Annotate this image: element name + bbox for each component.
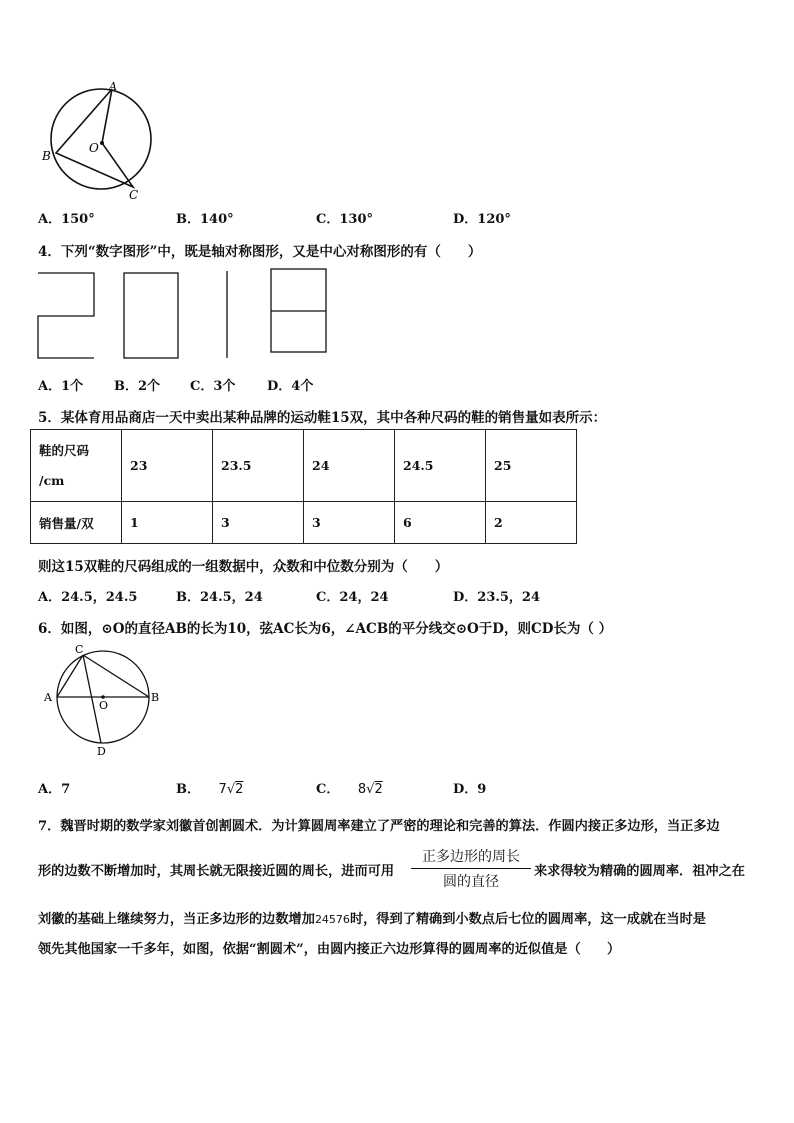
- q4-digit-figures: [36, 266, 332, 360]
- q4-option-c: C．3个: [190, 379, 236, 394]
- q6-label-d: D: [97, 745, 106, 758]
- q5-size-cell: 24: [304, 430, 395, 502]
- q6-option-d: D．9: [453, 782, 487, 797]
- q5-question-text: 5．某体育用品商店一天中卖出某种品牌的运动鞋15双，其中各种尺码的鞋的销售量如表所示：: [38, 410, 607, 426]
- q3-option-a: A．150°: [38, 212, 95, 227]
- q5-size-cell: 24.5: [395, 430, 486, 502]
- q5-count-row: [31, 502, 577, 544]
- q3-label-c: C: [129, 188, 139, 200]
- q3-option-c: C．130°: [316, 212, 373, 227]
- q5-option-c: C．24，24: [316, 590, 389, 605]
- q5-count-cell: 3: [213, 502, 304, 544]
- q5-size-cell: 23: [122, 430, 213, 502]
- q4-digit-2: [38, 273, 94, 358]
- q7-fraction: [411, 846, 531, 891]
- q6-label-b: B: [151, 691, 160, 704]
- q5-option-a: A．24.5，24.5: [38, 590, 138, 605]
- q3-chords: [56, 89, 133, 187]
- q5-size-cell: 23.5: [213, 430, 304, 502]
- q3-circle: [51, 89, 151, 189]
- q6-option-c-radical: 8√2: [357, 782, 383, 797]
- q4-option-d: D．4个: [267, 379, 314, 394]
- q3-circle-figure: [38, 78, 158, 200]
- q6-label-o: O: [99, 699, 109, 712]
- q3-center-dot: [100, 141, 104, 145]
- q7-polygon-sides: 24576: [314, 913, 350, 926]
- q6-option-c: C． 8√2: [316, 782, 383, 797]
- q7-fraction-numerator: 正多边形的周长: [411, 846, 531, 869]
- q5-followup-text: 则这15双鞋的尺码组成的一组数据中，众数和中位数分别为（ ）: [38, 559, 449, 575]
- q5-size-header: 鞋的尺码 /cm: [31, 430, 122, 502]
- q6-option-b-radical: 7√2: [218, 782, 244, 797]
- q6-chord-cb: [83, 655, 149, 697]
- q6-question-text: 6．如图，⊙O的直径AB的长为10，弦AC长为6，∠ACB的平分线交⊙O于D，则CD长为（ ）: [38, 621, 613, 637]
- q5-shoe-table: [30, 429, 577, 544]
- q7-fraction-denominator: 圆的直径: [443, 874, 499, 890]
- q7-line-2-before: 形的边数不断增加时，其周长就无限接近圆的周长，进而可用: [38, 864, 395, 879]
- q5-count-cell: 2: [486, 502, 577, 544]
- q4-digit-0: [124, 273, 178, 358]
- q6-circle-figure: [40, 642, 170, 760]
- q5-count-cell: 1: [122, 502, 213, 544]
- q7-line-4: 领先其他国家一千多年，如图，依据“割圆术”，由圆内接正六边形算得的圆周率的近似值是（ ）: [38, 942, 621, 957]
- q6-option-b: B． 7√2: [176, 782, 244, 797]
- q7-line-2-after: 来求得较为精确的圆周率．祖冲之在: [534, 864, 745, 879]
- q5-option-d: D．23.5，24: [453, 590, 541, 605]
- q6-chord-ac: [57, 655, 83, 697]
- q6-label-a: A: [44, 691, 52, 704]
- q5-option-b: B．24.5，24: [176, 590, 263, 605]
- q6-label-c: C: [75, 643, 84, 656]
- q3-option-d: D．120°: [453, 212, 511, 227]
- q5-size-cell: 25: [486, 430, 577, 502]
- q5-count-cell: 6: [395, 502, 486, 544]
- q5-count-header: 销售量/双: [31, 502, 122, 544]
- q7-line-3: 刘徽的基础上继续努力，当正多边形的边数增加24576时，得到了精确到小数点后七位的圆周率，这一成就在当时是: [38, 912, 706, 927]
- q3-label-b: B: [42, 149, 51, 163]
- q5-count-cell: 3: [304, 502, 395, 544]
- q6-option-a: A．7: [38, 782, 71, 797]
- q3-label-o: O: [89, 141, 99, 155]
- q4-question-text: 4．下列“数字图形”中，既是轴对称图形，又是中心对称图形的有（ ）: [38, 244, 482, 260]
- q4-option-b: B．2个: [114, 379, 161, 394]
- q5-size-row: [31, 430, 577, 502]
- q7-line-1: 7．魏晋时期的数学家刘徽首创割圆术．为计算圆周率建立了严密的理论和完善的算法．作圆内接正多边形，当正多边: [38, 819, 720, 834]
- q3-option-b: B．140°: [176, 212, 234, 227]
- q4-option-a: A．1个: [38, 379, 84, 394]
- q3-label-a: A: [109, 80, 117, 93]
